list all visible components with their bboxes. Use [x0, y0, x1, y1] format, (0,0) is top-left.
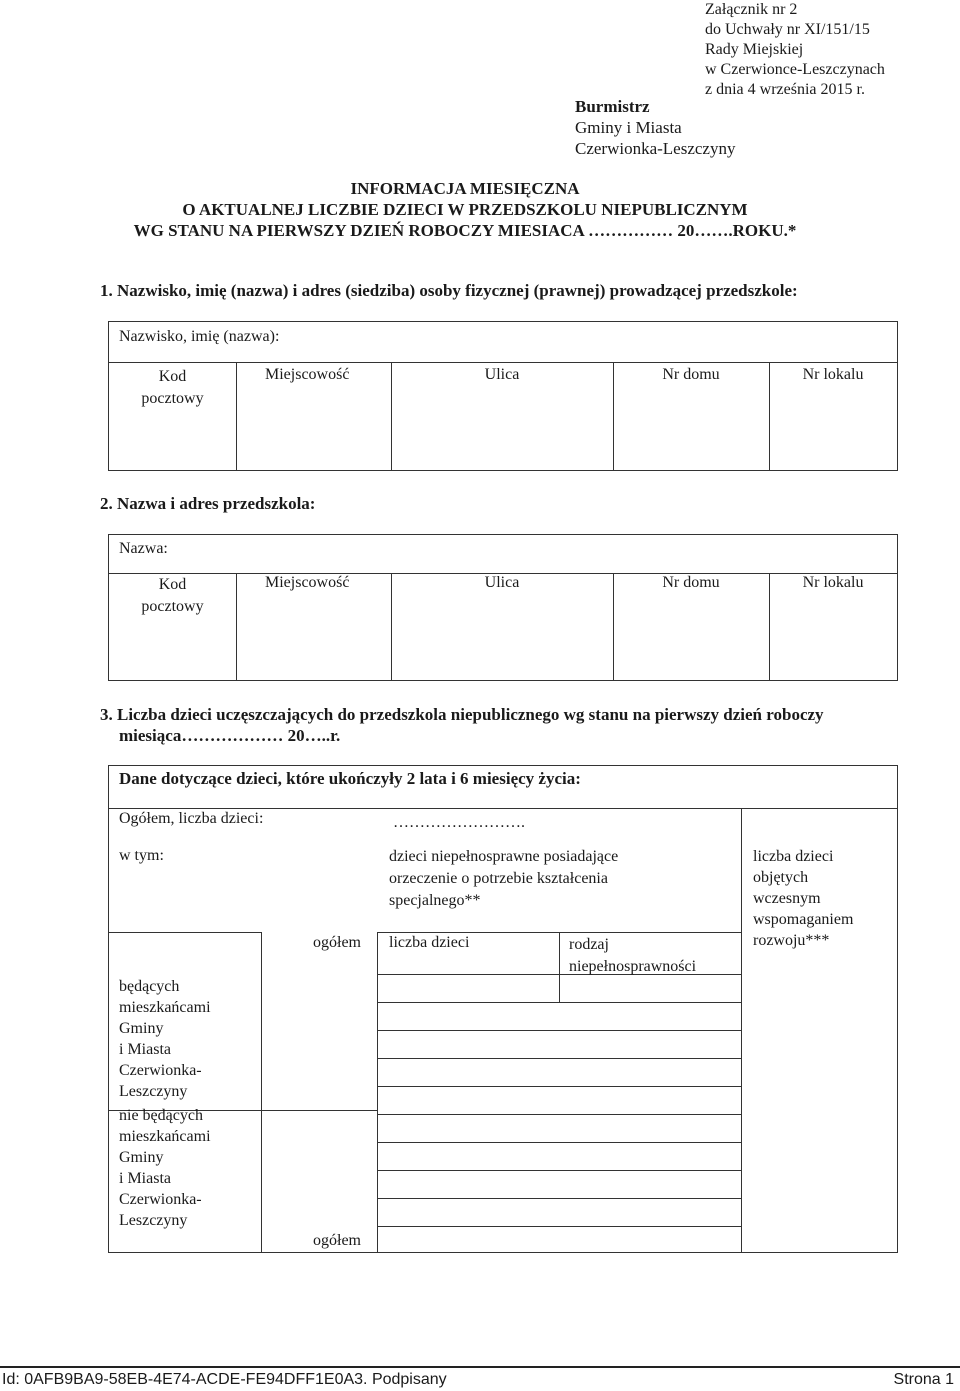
addressee-title: Burmistrz	[575, 97, 650, 116]
section2-heading: 2. Nazwa i adres przedszkola:	[100, 494, 316, 513]
col-type-l2: niepełnosprawności	[569, 958, 697, 975]
postal-code-label-l2: pocztowy	[141, 598, 204, 615]
postal-code-label	[109, 366, 236, 410]
street-label: Ulica	[484, 366, 520, 383]
residents-l5: Czerwionka-	[119, 1062, 202, 1079]
residents-l1: będących	[119, 978, 180, 995]
early-header-l3: wczesnym	[753, 890, 821, 907]
title-line: INFORMACJA MIESIĘCZNA	[350, 179, 580, 198]
title-line: WG STANU NA PIERWSZY DZIEŃ ROBOCZY MIESIACA …………… 20…….ROKU.*	[133, 221, 797, 240]
table-header: Dane dotyczące dzieci, które ukończyły 2 lata i 6 miesięcy życia:	[119, 769, 581, 788]
addressee-line: Czerwionka-Leszczyny	[575, 139, 736, 158]
non-residents-l3: Gminy	[119, 1149, 164, 1166]
residents-l2: mieszkańcami	[119, 999, 211, 1016]
disabled-header-l3: specjalnego**	[389, 892, 481, 909]
col-type-label	[569, 934, 696, 978]
disabled-header-l1: dzieci niepełnosprawne posiadające	[389, 848, 619, 865]
residents-l4: i Miasta	[119, 1041, 171, 1058]
street-label: Ulica	[484, 574, 520, 591]
attachment-line: z dnia 4 września 2015 r.	[705, 81, 865, 98]
section1-heading: 1. Nazwisko, imię (nazwa) i adres (siedziba) osoby fizycznej (prawnej) prowadzącej przedszkole:	[100, 281, 798, 300]
attachment-line: do Uchwały nr XI/151/15	[705, 21, 870, 38]
disabled-children-header	[389, 846, 618, 912]
attachment-line: Załącznik nr 2	[705, 1, 798, 18]
col-total-label: ogółem	[313, 934, 361, 951]
early-header-l4: wspomaganiem	[753, 911, 854, 928]
flat-no-label: Nr lokalu	[802, 366, 864, 383]
non-residents-l4: i Miasta	[119, 1170, 171, 1187]
section1-table	[108, 321, 898, 471]
preschool-name-field[interactable]: Nazwa:	[119, 540, 168, 557]
non-residents-label	[119, 1105, 211, 1231]
footer	[0, 1366, 960, 1391]
page-number: Strona 1	[893, 1371, 954, 1388]
early-header-l1: liczba dzieci	[753, 848, 834, 865]
postal-code-label-l1: Kod	[158, 368, 187, 385]
col-count-label: liczba dzieci	[389, 934, 470, 951]
addressee	[575, 96, 735, 159]
early-header-l2: objętych	[753, 869, 809, 886]
document-title	[0, 178, 930, 241]
residents-l3: Gminy	[119, 1020, 164, 1037]
non-residents-l6: Leszczyny	[119, 1212, 188, 1229]
section3-heading	[100, 704, 824, 746]
bottom-total-label: ogółem	[313, 1232, 361, 1249]
non-residents-l1: nie będących	[119, 1107, 203, 1124]
addressee-line: Gminy i Miasta	[575, 118, 682, 137]
total-children-value[interactable]: …………………….	[393, 814, 525, 831]
residents-label	[119, 976, 211, 1102]
postal-code-label-l2: pocztowy	[141, 390, 204, 407]
col-type-l1: rodzaj	[569, 936, 609, 953]
section3-heading-l2: miesiąca……………… 20…..r.	[119, 726, 341, 745]
house-no-label: Nr domu	[662, 574, 720, 591]
section2-table	[108, 534, 898, 681]
including-label: w tym:	[119, 847, 164, 864]
attachment-line: w Czerwionce-Leszczynach	[705, 61, 885, 78]
non-residents-l2: mieszkańcami	[119, 1128, 211, 1145]
flat-no-label: Nr lokalu	[802, 574, 864, 591]
disabled-header-l2: orzeczenie o potrzebie kształcenia	[389, 870, 608, 887]
early-support-header	[753, 846, 853, 951]
early-header-l5: rozwoju***	[753, 932, 830, 949]
city-label: Miejscowość	[265, 574, 350, 591]
attachment-note	[705, 0, 885, 100]
residents-l6: Leszczyny	[119, 1083, 188, 1100]
city-label: Miejscowość	[265, 366, 350, 383]
title-line: O AKTUALNEJ LICZBIE DZIECI W PRZEDSZKOLU NIEPUBLICZNYM	[182, 200, 748, 219]
section3-table	[108, 765, 898, 1253]
postal-code-label	[109, 574, 236, 618]
total-children-label: Ogółem, liczba dzieci:	[119, 810, 264, 827]
section3-heading-l1: 3. Liczba dzieci uczęszczających do przedszkola niepublicznego wg stanu na pierwszy dzień roboczy	[100, 705, 824, 724]
house-no-label: Nr domu	[662, 366, 720, 383]
document-id: Id: 0AFB9BA9-58EB-4E74-ACDE-FE94DFF1E0A3. Podpisany	[2, 1371, 447, 1388]
postal-code-label-l1: Kod	[158, 576, 187, 593]
non-residents-l5: Czerwionka-	[119, 1191, 202, 1208]
owner-name-field[interactable]: Nazwisko, imię (nazwa):	[119, 328, 280, 345]
attachment-line: Rady Miejskiej	[705, 41, 804, 58]
